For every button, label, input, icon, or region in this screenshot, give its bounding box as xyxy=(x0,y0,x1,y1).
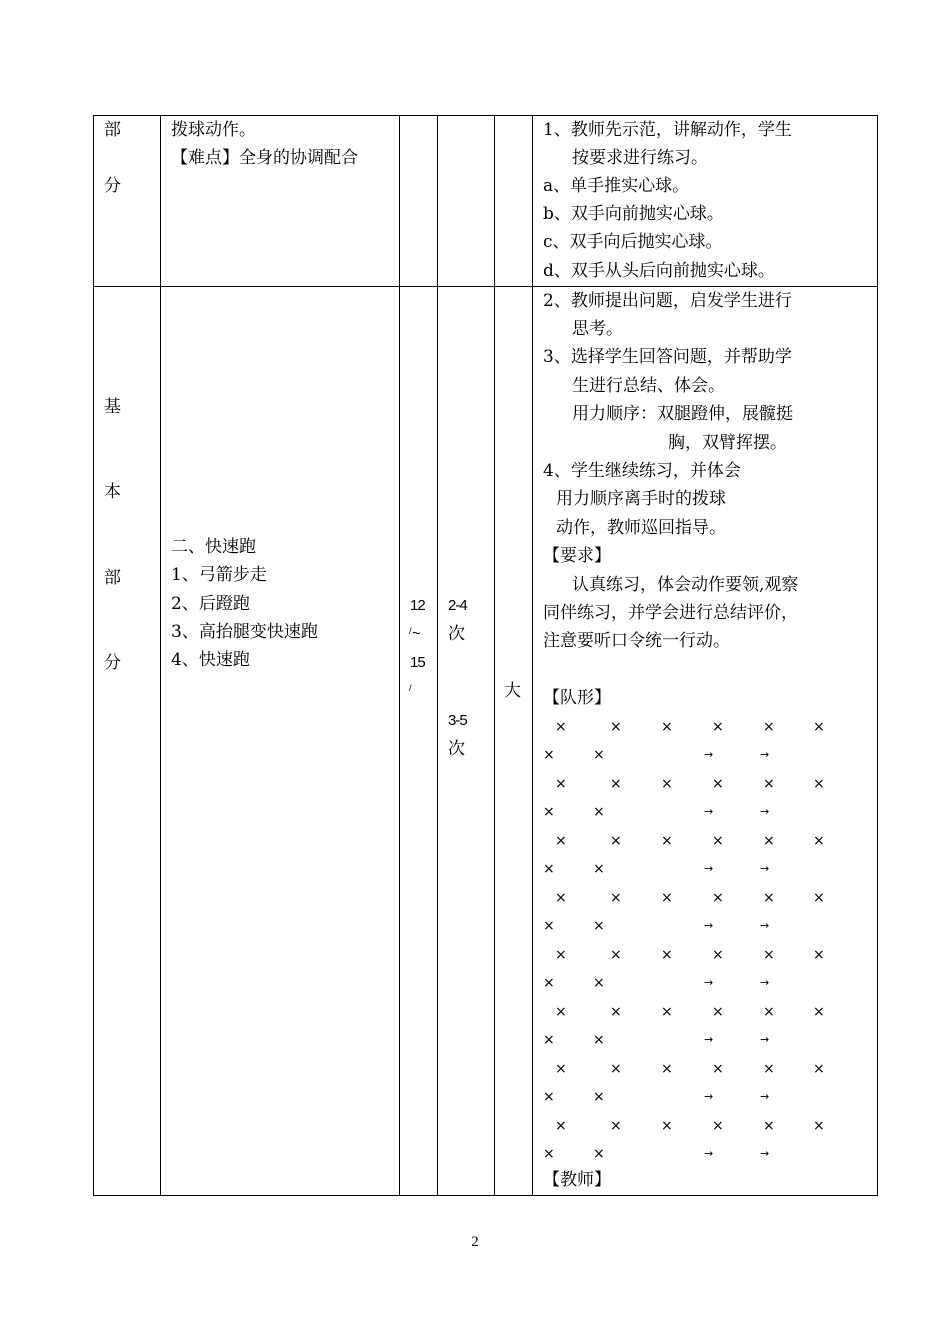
column-divider-4 xyxy=(494,115,495,1196)
formation-mark: × xyxy=(661,1061,673,1077)
reps-2-unit: 次 xyxy=(448,739,465,759)
formation-mark: × xyxy=(610,776,622,792)
main-content-line: 2、后蹬跑 xyxy=(171,594,250,614)
formation-mark: × xyxy=(543,1032,555,1048)
method-line: 生进行总结、体会。 xyxy=(572,376,725,396)
main-section-char-1: 基 xyxy=(104,397,121,417)
method-line: 4、学生继续练习，并体会 xyxy=(543,461,741,481)
reps-1-num: 2-4 xyxy=(448,597,467,614)
formation-heading: 【队形】 xyxy=(543,688,611,708)
formation-mark: × xyxy=(593,918,605,934)
formation-mark: × xyxy=(763,890,775,906)
intensity-value: 大 xyxy=(504,681,521,701)
formation-mark: × xyxy=(712,719,724,735)
top-content-line-1: 拨球动作。 xyxy=(171,120,256,140)
formation-mark: × xyxy=(543,975,555,991)
top-method-line: 1、教师先示范，讲解动作，学生 xyxy=(543,120,792,140)
top-content-line-2: 【难点】全身的协调配合 xyxy=(171,148,358,168)
formation-mark: × xyxy=(543,918,555,934)
formation-mark: × xyxy=(555,833,567,849)
method-line: 思考。 xyxy=(572,319,623,339)
formation-mark: × xyxy=(555,719,567,735)
formation-mark: × xyxy=(712,833,724,849)
reps-2-num: 3-5 xyxy=(448,712,467,729)
formation-arrow: → xyxy=(760,1147,770,1160)
time-mark-1: / xyxy=(409,626,412,636)
column-divider-3 xyxy=(437,115,438,1196)
method-line: 同伴练习，并学会进行总结评价， xyxy=(543,603,798,623)
formation-mark: × xyxy=(712,1004,724,1020)
formation-arrow: → xyxy=(760,919,770,932)
formation-arrow: → xyxy=(760,1033,770,1046)
formation-mark: × xyxy=(763,947,775,963)
formation-mark: × xyxy=(661,833,673,849)
method-line: 胸，双臂挥摆。 xyxy=(668,433,787,453)
formation-mark: × xyxy=(593,1146,605,1162)
formation-mark: × xyxy=(661,1004,673,1020)
formation-arrow: → xyxy=(704,1033,714,1046)
teacher-label: 【教师】 xyxy=(543,1170,611,1190)
formation-mark: × xyxy=(763,1061,775,1077)
page-number: 2 xyxy=(471,1234,479,1250)
formation-mark: × xyxy=(763,719,775,735)
top-method-line: a、单手推实心球。 xyxy=(543,176,690,196)
formation-mark: × xyxy=(813,776,825,792)
formation-mark: × xyxy=(813,719,825,735)
formation-arrow: → xyxy=(704,862,714,875)
top-method-line: c、双手向后抛实心球。 xyxy=(543,232,723,252)
formation-mark: × xyxy=(555,1118,567,1134)
formation-mark: × xyxy=(610,833,622,849)
formation-arrow: → xyxy=(704,805,714,818)
formation-mark: × xyxy=(555,890,567,906)
table-bottom-border xyxy=(93,1195,878,1196)
formation-mark: × xyxy=(813,1004,825,1020)
method-line: 用力顺序离手时的拨球 xyxy=(556,489,726,509)
time-mark-2: / xyxy=(409,683,412,693)
formation-mark: × xyxy=(763,776,775,792)
formation-mark: × xyxy=(661,947,673,963)
formation-mark: × xyxy=(610,1061,622,1077)
formation-arrow: → xyxy=(760,1090,770,1103)
method-line: 2、教师提出问题，启发学生进行 xyxy=(543,291,792,311)
column-divider-5 xyxy=(532,115,533,1196)
formation-mark: × xyxy=(712,947,724,963)
formation-mark: × xyxy=(712,1061,724,1077)
top-section-char-2: 分 xyxy=(104,176,121,196)
method-line: 3、选择学生回答问题，并帮助学 xyxy=(543,347,792,367)
top-method-line: b、双手向前抛实心球。 xyxy=(543,204,724,224)
formation-mark: × xyxy=(543,804,555,820)
formation-mark: × xyxy=(661,776,673,792)
formation-mark: × xyxy=(555,947,567,963)
top-method-line: d、双手从头后向前抛实心球。 xyxy=(543,261,775,281)
formation-mark: × xyxy=(543,861,555,877)
formation-arrow: → xyxy=(704,976,714,989)
formation-mark: × xyxy=(555,776,567,792)
table-right-border xyxy=(877,115,878,1196)
formation-mark: × xyxy=(543,1146,555,1162)
requirement-heading: 【要求】 xyxy=(543,546,611,566)
column-divider-2 xyxy=(399,115,400,1196)
column-divider-1 xyxy=(160,115,161,1196)
formation-mark: × xyxy=(593,1032,605,1048)
time-separator: ~ xyxy=(412,625,420,642)
table-left-border xyxy=(93,115,94,1196)
formation-arrow: → xyxy=(760,805,770,818)
reps-1-unit: 次 xyxy=(448,624,465,644)
top-method-line: 按要求进行练习。 xyxy=(572,148,708,168)
method-line: 注意要听口令统一行动。 xyxy=(543,631,730,651)
formation-mark: × xyxy=(712,776,724,792)
time-top: 12 xyxy=(410,597,425,614)
formation-mark: × xyxy=(593,804,605,820)
formation-mark: × xyxy=(661,890,673,906)
formation-mark: × xyxy=(593,1089,605,1105)
formation-mark: × xyxy=(610,947,622,963)
main-section-char-4: 分 xyxy=(104,653,121,673)
formation-mark: × xyxy=(763,1004,775,1020)
method-line: 用力顺序：双腿蹬伸，展髋挺 xyxy=(572,404,793,424)
formation-mark: × xyxy=(763,1118,775,1134)
formation-mark: × xyxy=(610,1118,622,1134)
main-content-line: 二、快速跑 xyxy=(171,537,256,557)
main-section-char-2: 本 xyxy=(104,482,121,502)
formation-arrow: → xyxy=(704,919,714,932)
formation-arrow: → xyxy=(704,748,714,761)
formation-mark: × xyxy=(813,1061,825,1077)
formation-mark: × xyxy=(813,947,825,963)
formation-arrow: → xyxy=(760,976,770,989)
main-content-line: 4、快速跑 xyxy=(171,650,250,670)
formation-mark: × xyxy=(593,975,605,991)
formation-mark: × xyxy=(661,719,673,735)
top-section-char-1: 部 xyxy=(104,120,121,140)
formation-mark: × xyxy=(763,833,775,849)
formation-mark: × xyxy=(555,1061,567,1077)
main-content-line: 3、高抬腿变快速跑 xyxy=(171,622,318,642)
formation-mark: × xyxy=(813,833,825,849)
formation-mark: × xyxy=(712,890,724,906)
formation-mark: × xyxy=(543,1089,555,1105)
formation-arrow: → xyxy=(704,1147,714,1160)
formation-arrow: → xyxy=(760,862,770,875)
main-section-char-3: 部 xyxy=(104,568,121,588)
formation-mark: × xyxy=(610,719,622,735)
formation-arrow: → xyxy=(704,1090,714,1103)
formation-mark: × xyxy=(813,1118,825,1134)
formation-mark: × xyxy=(543,747,555,763)
formation-mark: × xyxy=(555,1004,567,1020)
formation-mark: × xyxy=(712,1118,724,1134)
formation-mark: × xyxy=(610,1004,622,1020)
formation-mark: × xyxy=(593,861,605,877)
method-line: 认真练习，体会动作要领,观察 xyxy=(572,575,799,595)
formation-mark: × xyxy=(610,890,622,906)
formation-mark: × xyxy=(661,1118,673,1134)
method-line: 动作，教师巡回指导。 xyxy=(556,518,726,538)
formation-mark: × xyxy=(593,747,605,763)
main-content-line: 1、弓箭步走 xyxy=(171,565,267,585)
time-bottom: 15 xyxy=(410,654,425,671)
formation-arrow: → xyxy=(760,748,770,761)
formation-mark: × xyxy=(813,890,825,906)
